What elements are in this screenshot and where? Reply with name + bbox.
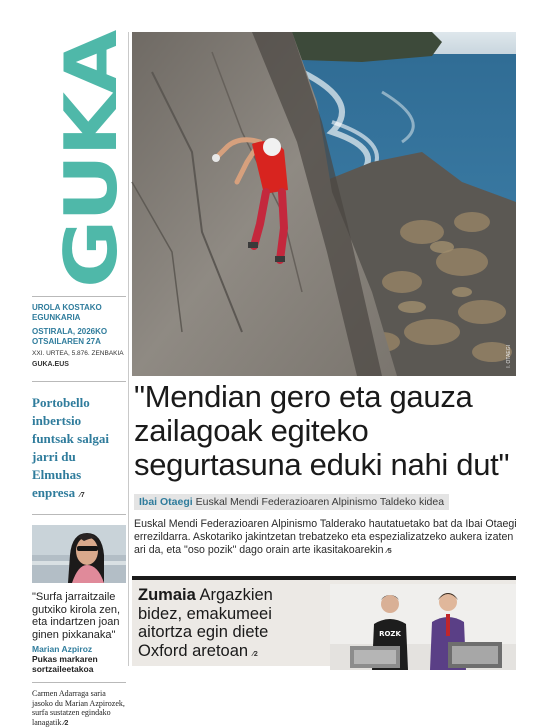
guka-logo-svg [32,30,133,292]
page-ref-icon: ⁄ [63,719,65,727]
zumaia-photo [330,584,516,670]
zumaia-photo-svg [330,584,516,670]
publisher-name: UROLA KOSTAKO EGUNKARIA [32,303,102,322]
lede-paragraph [134,518,518,558]
masthead-info [32,296,126,369]
shirt-text: ROZK [379,630,401,638]
page-ref-icon: ⁄ [386,547,388,555]
issue-number: XXI. URTEA, 5.876. ZENBAKIA [32,350,124,357]
left-column [32,30,133,728]
website-link[interactable]: GUKA.EUS [32,361,69,368]
quote-author-role: Pukas markaren sortzaileetakoa [32,654,98,674]
photo-credit: I. OTAEGI [506,345,512,368]
date-line-1: OSTIRALA, 2026KO [32,327,108,336]
byline-name: Ibai Otaegi [139,496,193,508]
edition-date [32,327,126,347]
date-line-2: OTSAILAREN 27A [32,337,101,346]
byline [134,494,449,510]
teaser-carmen-adarraga[interactable] [32,682,126,728]
zumaia-story-box[interactable] [132,576,516,666]
box-headline-text: Argazkien bidez, emakumeei aitortza egin diete Oxford aretoan [138,586,273,660]
box-keyword: Zumaia [138,586,196,604]
guka-logo[interactable] [32,30,133,292]
hero-photo[interactable] [132,32,516,376]
box-headline [138,586,308,664]
page-ref: 5 [387,547,392,555]
page-ref: 7 [80,492,85,499]
teaser-marian-azpiroz[interactable] [32,514,126,674]
teaser-headline: Portobello inbertsio funtsak salgai jarri du Elmuhas enpresa [32,395,109,500]
portrait-photo [32,525,126,583]
climbing-photo-svg [132,32,516,376]
column-divider [128,32,129,666]
page-ref: 2 [253,650,258,658]
page-ref-icon: ⁄ [79,492,81,499]
teaser-text: Carmen Adarraga saria jasoko du Marian Azpirozek, surfa sustatzen egindako lanagatik [32,689,125,727]
lede-text: Euskal Mendi Federazioaren Alpinismo Talderako hautatuetako bat da Ibai Otaegi errezildarra. Askotariko jakintzetan trebatzeko eta espezializatzeko aukera izaten ari da, eta "oso pozik" dago orain arte ikasitakoarekin [134,518,517,556]
page-ref: 2 [64,719,69,727]
portrait-svg [32,525,126,583]
quote-author: Marian Azpiroz [32,644,93,654]
page-ref-icon: ⁄ [252,650,254,658]
main-headline[interactable]: "Mendian gero eta gauza zailagoak egiteko segurtasuna eduki nahi dut" [134,379,510,482]
byline-role: Euskal Mendi Federazioaren Alpinismo Taldeko kidea [195,496,445,508]
teaser-portobello[interactable] [32,381,126,502]
quote-text: "Surfa jarraitzaile gutxiko kirola zen, eta indartzen joan ginen pixkanaka" [32,591,121,641]
logo-text: GUKA [49,66,133,288]
